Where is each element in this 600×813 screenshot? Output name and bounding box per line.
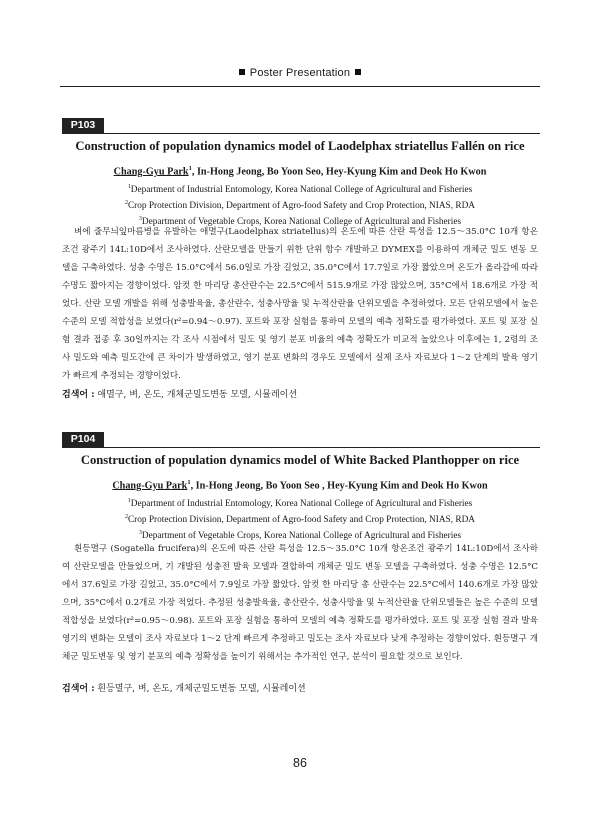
page-number: 86 [293, 756, 307, 770]
keywords-text: 애멸구, 벼, 온도, 개체군밀도변동 모델, 시뮬레이션 [94, 390, 298, 400]
presenting-author: Chang-Gyu Park [112, 480, 188, 492]
presenting-author: Chang-Gyu Park [113, 166, 189, 178]
affiliation-item: $^3$Department of Vegetable Crops, Korea National College of Agricultural and Fisheries [138, 216, 462, 228]
section-header-text: Poster Presentation [249, 67, 351, 79]
abstract-id-badge: P103 [62, 118, 104, 133]
header-divider [60, 86, 540, 87]
abstract-id-badge: P104 [62, 432, 104, 447]
keywords-label: 검색어 : [62, 390, 95, 400]
abstract-body: 벼에 줄무늬잎마름병을 유발하는 애멸구(Laodelphax striatellus)의 온도에 따른 산란 특성을 12.5～35.0°C 10개 항온조건 광주기 14L:10D에서 조사하였다. 산란모델을 만들기 위한 단위 함수 개발하고 DYMEX를 이용하여 개체군 밀도 변동 모델을 구축하였다. 성충 수명은 15.0°C에서 56.0일로 가장 길었고, 35.0°C에서 17.7일로 가장 짧았으며 온도가 올라감에 따라 수명도 짧아지는 경향이었다. 암컷 한 마리당 총산란수는 22.5°C에서 515.9개로 가장 많았으며, 35°C에서 18.6개로 가장 적었다. 산란 모델 개발을 위해 성충발육율, 총산란수, 성충사망율 및 누적산란율 단위모델을 추정하였다. 모든 단위모델에서 높은 수준의 모델 적합성을 보였다(r²=0.94～0.97). 포트와 포장 실험을 통하여 모델의 예측 정확도를 평가하였다. 포트 및 포장 실험 결과 접종 후 30일까지는 각 조사 시점에서 밀도 및 영기 분포 비율의 예측 정확도가 비교적 높았으나 이후에는 1, 2령의 조사 밀도와 예측 밀도간에 큰 차이가 발생하였고, 영기 분포 변화의 경우도 모델에서 실제 조사 자료보다 1～2 단계의 발육 영기가 빠르게 추정되는 경향이었다. [62, 227, 538, 381]
keywords-text: 흰등멸구, 벼, 온도, 개체군밀도변동 모델, 시뮬레이션 [94, 684, 306, 694]
section-header [0, 67, 600, 79]
affiliation-item: $^2$Crop Protection Division, Department of Agro-food Safety and Crop Protection, NIAS, RDA [124, 514, 476, 526]
square-bullet-icon [355, 69, 361, 75]
co-authors: , In-Hong Jeong, Bo Yoon Seo, Hey-Kyung Kim and Deok Ho Kwon [191, 166, 487, 178]
affiliations [60, 495, 540, 543]
author-line: Chang-Gyu Park$^1$, In-Hong Jeong, Bo Yoon Seo, Hey-Kyung Kim and Deok Ho Kwon [113, 165, 487, 178]
abstract-divider [62, 133, 540, 134]
affiliation-item: $^2$Crop Protection Division, Department of Agro-food Safety and Crop Protection, NIAS, RDA [124, 200, 476, 212]
abstract-title-text: Construction of population dynamics model of White Backed Planthopper on rice [80, 453, 520, 467]
square-bullet-icon [239, 69, 245, 75]
keywords-line [62, 388, 538, 402]
abstract-title-text: Construction of population dynamics model of Laodelphax striatellus Fallén on rice [75, 139, 525, 153]
affiliation-item: $^1$Department of Industrial Entomology, Korea National College of Agricultural and Fisheries [127, 498, 473, 510]
abstract-body: 흰등멸구 (Sogatella frucifera)의 온도에 따른 산란 특성을 12.5～35.0°C 10개 항온조건 광주기 14L:10D에서 조사하여 산란모델을 만들었으며, 기 개발된 성충전 발육 모델과 결합하여 개체군 밀도 변동 모델을 구축하였다. 성충 수명은 12.5°C에서 37.6일로 가장 길었고, 35.0°C에서 7.9일로 가장 짧았다. 암컷 한 마리당 총 산란수는 22.5°C에서 140.6개로 가장 많았으며, 35°C에서 0.2개로 가장 적었다. 추정된 성충발육율, 총산란수, 성충사망율 및 누적산란율 단위모델들은 높은 수준의 모델 적합성을 보였다(r²=0.95～0.98). 포트와 포장 실험을 통하여 모델의 예측 정확도를 평가하였다. 포트 및 포장 실험 결과 발육 영기의 변화는 모델이 조사 자료보다 1～2 단계 빠르게 추정하고 밀도는 조사 자료보다 낮게 추정하는 경향이었다. 흰등멸구 개체군 밀도변동 및 영기 분포의 예측 정확성을 높이기 위해서는 추가적인 연구, 분석이 필요할 것으로 보인다. [62, 544, 538, 662]
affiliation-item: $^3$Department of Vegetable Crops, Korea National College of Agricultural and Fisheries [138, 530, 462, 542]
abstract-title [60, 139, 540, 154]
author-line: Chang-Gyu Park$^1$, In-Hong Jeong, Bo Yoon Seo , Hey-Kyung Kim and Deok Ho Kwon [112, 479, 488, 492]
abstract-divider [62, 447, 540, 448]
abstract-title [60, 453, 540, 468]
keywords-line [62, 682, 538, 696]
co-authors: , In-Hong Jeong, Bo Yoon Seo , Hey-Kyung Kim and Deok Ho Kwon [190, 480, 488, 492]
affiliation-item: $^1$Department of Industrial Entomology, Korea National College of Agricultural and Fisheries [127, 184, 473, 196]
keywords-label: 검색어 : [62, 684, 95, 694]
